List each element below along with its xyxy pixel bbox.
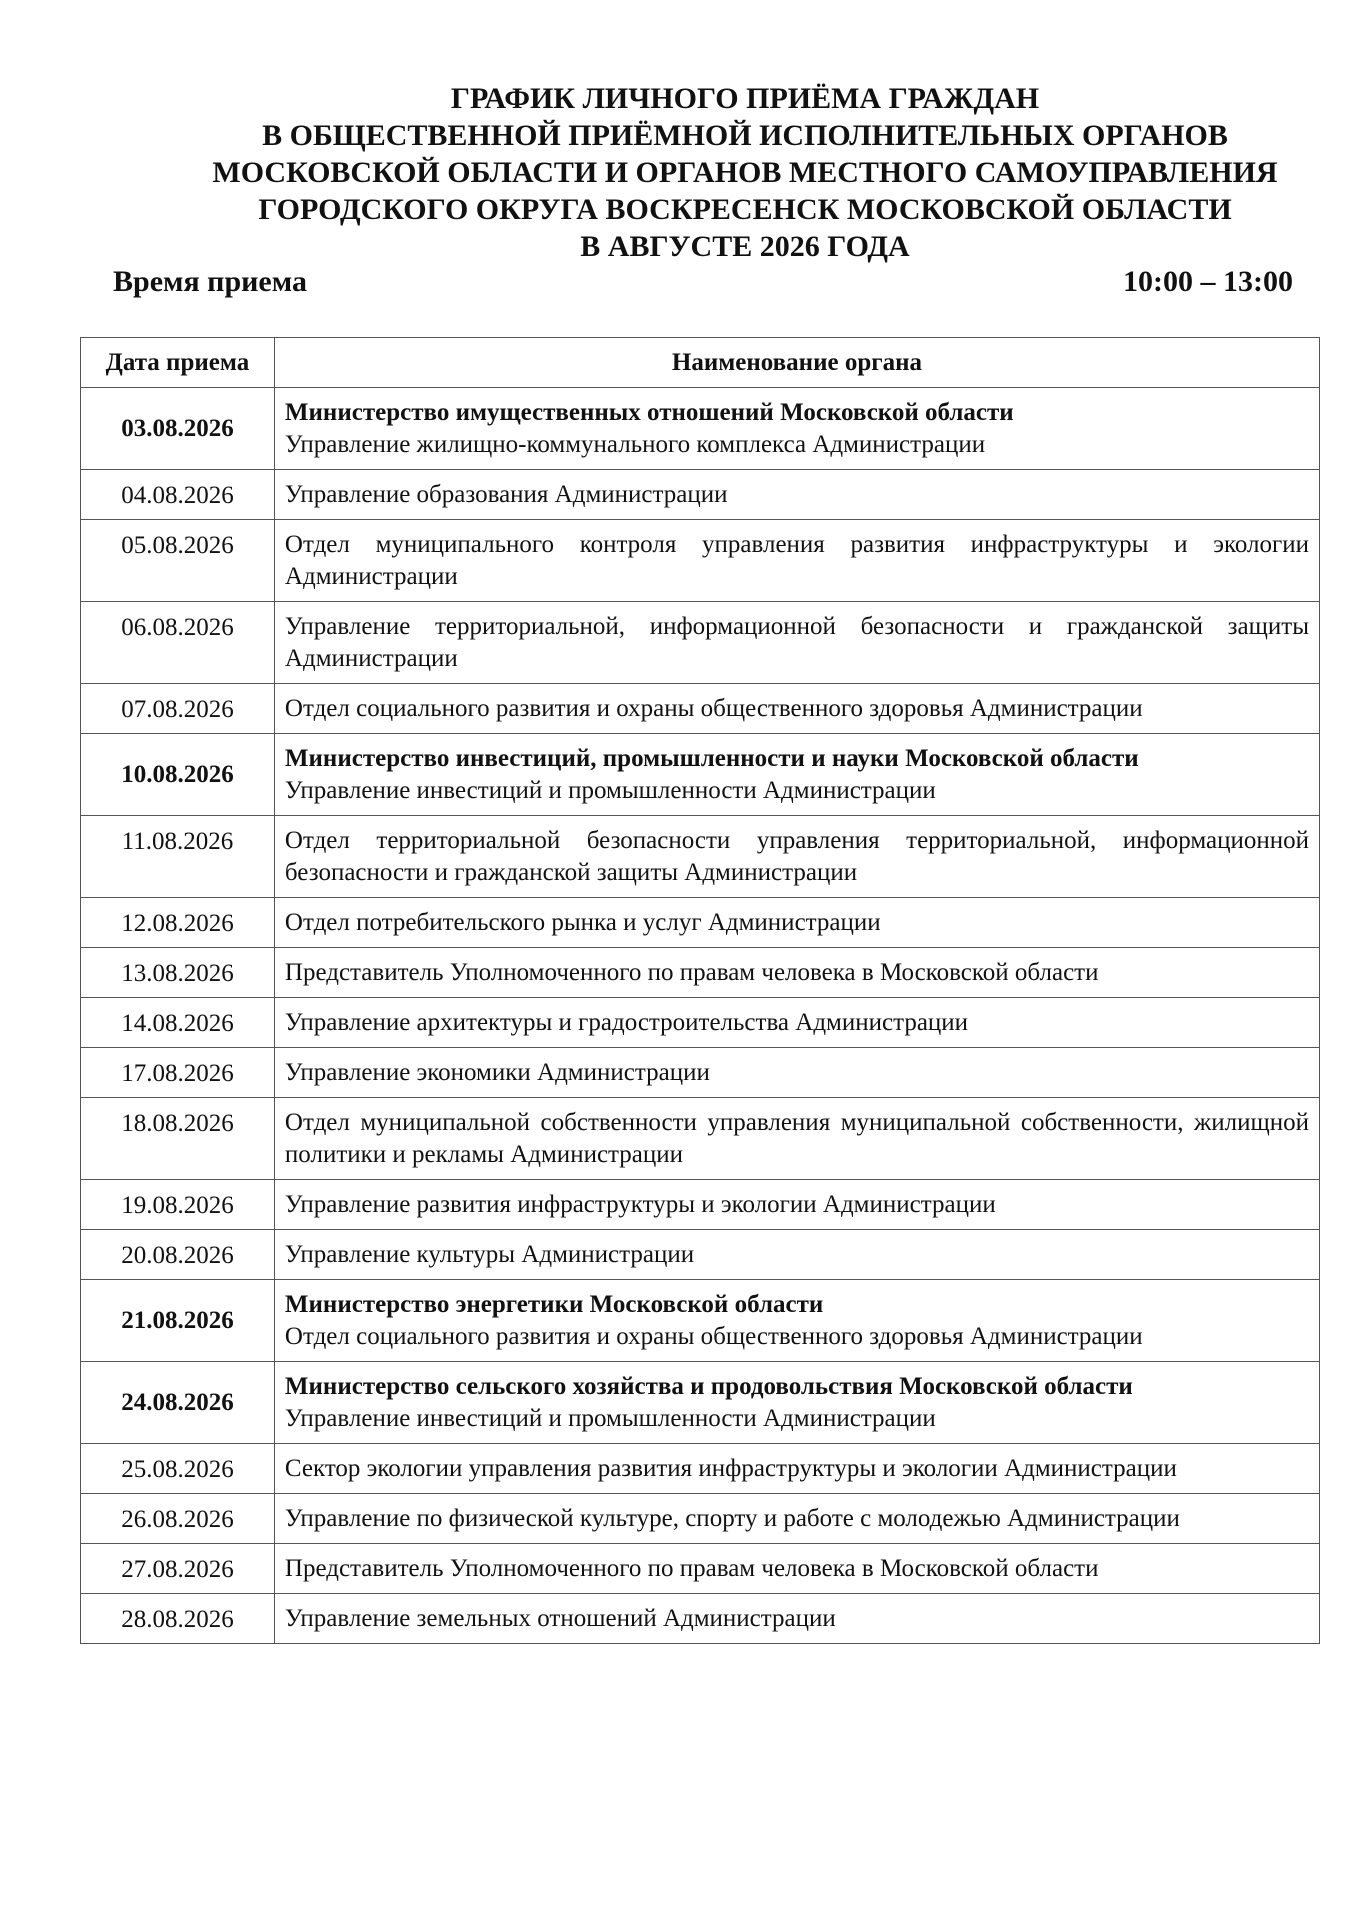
table-row [81, 1544, 1320, 1594]
row-organ [274, 1280, 1319, 1362]
table-row [81, 1048, 1320, 1098]
row-organ [274, 898, 1319, 948]
row-department-name: Отдел муниципальной собственности управления муниципальной собственности, жилищной политики и рекламы Администрации [284, 1109, 1309, 1168]
row-department-name: Управление культуры Администрации [284, 1241, 695, 1268]
title-line-1: ГРАФИК ЛИЧНОГО ПРИЁМА ГРАЖДАН [450, 82, 1040, 115]
table-row [81, 684, 1320, 734]
row-organ [274, 684, 1319, 734]
row-department-name: Сектор экологии управления развития инфраструктуры и экологии Администрации [284, 1455, 1177, 1482]
row-date: 10.08.2026 [81, 734, 275, 816]
row-date: 07.08.2026 [81, 684, 275, 734]
row-date: 18.08.2026 [81, 1098, 275, 1180]
row-organ [274, 602, 1319, 684]
row-date: 03.08.2026 [81, 388, 275, 470]
title-line-3: МОСКОВСКОЙ ОБЛАСТИ И ОРГАНОВ МЕСТНОГО САМОУПРАВЛЕНИЯ [212, 156, 1278, 189]
table-row [81, 520, 1320, 602]
table-row [81, 998, 1320, 1048]
schedule-table-body [81, 388, 1320, 1644]
row-date: 04.08.2026 [81, 470, 275, 520]
row-department-name: Представитель Уполномоченного по правам человека в Московской области [284, 959, 1099, 986]
row-department-name: Управление экономики Администрации [284, 1059, 710, 1086]
row-ministry-name: Министерство энергетики Московской области [284, 1291, 824, 1318]
title-line-2: В ОБЩЕСТВЕННОЙ ПРИЁМНОЙ ИСПОЛНИТЕЛЬНЫХ ОРГАНОВ [262, 119, 1228, 152]
row-date: 12.08.2026 [81, 898, 275, 948]
row-date: 25.08.2026 [81, 1444, 275, 1494]
reception-time-value: 10:00 – 13:00 [1123, 265, 1293, 298]
table-row [81, 948, 1320, 998]
table-row [81, 388, 1320, 470]
row-organ [274, 1098, 1319, 1180]
title-line-5: В АВГУСТЕ 2026 ГОДА [580, 230, 910, 263]
row-department-name: Управление жилищно-коммунального комплекса Администрации [284, 431, 986, 458]
row-organ [274, 1444, 1319, 1494]
row-organ [274, 1180, 1319, 1230]
row-date: 26.08.2026 [81, 1494, 275, 1544]
row-department-name: Управление земельных отношений Администрации [284, 1605, 836, 1632]
table-row [81, 602, 1320, 684]
row-ministry-name: Министерство инвестиций, промышленности и науки Московской области [284, 745, 1139, 772]
table-row [81, 1594, 1320, 1644]
column-header-organ: Наименование органа [274, 338, 1319, 388]
row-organ [274, 388, 1319, 470]
table-row [81, 1098, 1320, 1180]
row-date: 11.08.2026 [81, 816, 275, 898]
row-date: 19.08.2026 [81, 1180, 275, 1230]
row-date: 28.08.2026 [81, 1594, 275, 1644]
table-row [81, 1494, 1320, 1544]
row-date: 20.08.2026 [81, 1230, 275, 1280]
row-date: 14.08.2026 [81, 998, 275, 1048]
row-organ [274, 1544, 1319, 1594]
document-title [100, 80, 1357, 265]
table-row [81, 1362, 1320, 1444]
table-row [81, 1280, 1320, 1362]
row-date: 05.08.2026 [81, 520, 275, 602]
reception-time-label: Время приема [113, 265, 307, 298]
row-organ [274, 1362, 1319, 1444]
row-department-name: Управление инвестиций и промышленности Администрации [284, 1405, 936, 1432]
row-date: 17.08.2026 [81, 1048, 275, 1098]
row-date: 24.08.2026 [81, 1362, 275, 1444]
table-row [81, 816, 1320, 898]
table-row [81, 470, 1320, 520]
row-date: 21.08.2026 [81, 1280, 275, 1362]
reception-time-row [113, 262, 1293, 302]
row-organ [274, 470, 1319, 520]
row-department-name: Отдел социального развития и охраны общественного здоровья Администрации [284, 695, 1143, 722]
row-department-name: Управление по физической культуре, спорту и работе с молодежью Администрации [284, 1505, 1180, 1532]
row-organ [274, 1594, 1319, 1644]
row-department-name: Управление инвестиций и промышленности Администрации [284, 777, 936, 804]
row-ministry-name: Министерство сельского хозяйства и продовольствия Московской области [284, 1373, 1133, 1400]
row-organ [274, 734, 1319, 816]
row-department-name: Управление образования Администрации [284, 481, 728, 508]
row-department-name: Отдел потребительского рынка и услуг Администрации [284, 909, 881, 936]
row-date: 13.08.2026 [81, 948, 275, 998]
row-organ [274, 1048, 1319, 1098]
row-department-name: Отдел социального развития и охраны общественного здоровья Администрации [284, 1323, 1143, 1350]
row-department-name: Отдел муниципального контроля управления развития инфраструктуры и экологии Администрации [284, 531, 1309, 590]
row-date: 06.08.2026 [81, 602, 275, 684]
row-department-name: Управление развития инфраструктуры и экологии Администрации [284, 1191, 996, 1218]
row-department-name: Управление архитектуры и градостроительства Администрации [284, 1009, 969, 1036]
row-organ [274, 948, 1319, 998]
title-line-4: ГОРОДСКОГО ОКРУГА ВОСКРЕСЕНСК МОСКОВСКОЙ ОБЛАСТИ [258, 193, 1232, 226]
row-organ [274, 520, 1319, 602]
row-organ [274, 998, 1319, 1048]
column-header-date: Дата приема [81, 338, 275, 388]
row-department-name: Отдел территориальной безопасности управления территориальной, информационной безопасности и гражданской защиты Администрации [284, 827, 1309, 886]
table-row [81, 734, 1320, 816]
row-organ [274, 1494, 1319, 1544]
schedule-table [80, 337, 1320, 1644]
row-organ [274, 1230, 1319, 1280]
table-row [81, 898, 1320, 948]
table-row [81, 1230, 1320, 1280]
table-row [81, 1180, 1320, 1230]
row-organ [274, 816, 1319, 898]
row-department-name: Представитель Уполномоченного по правам человека в Московской области [284, 1555, 1099, 1582]
row-department-name: Управление территориальной, информационной безопасности и гражданской защиты Администрации [284, 613, 1309, 672]
table-row [81, 1444, 1320, 1494]
row-ministry-name: Министерство имущественных отношений Московской области [284, 399, 1014, 426]
table-header-row [81, 338, 1320, 388]
row-date: 27.08.2026 [81, 1544, 275, 1594]
